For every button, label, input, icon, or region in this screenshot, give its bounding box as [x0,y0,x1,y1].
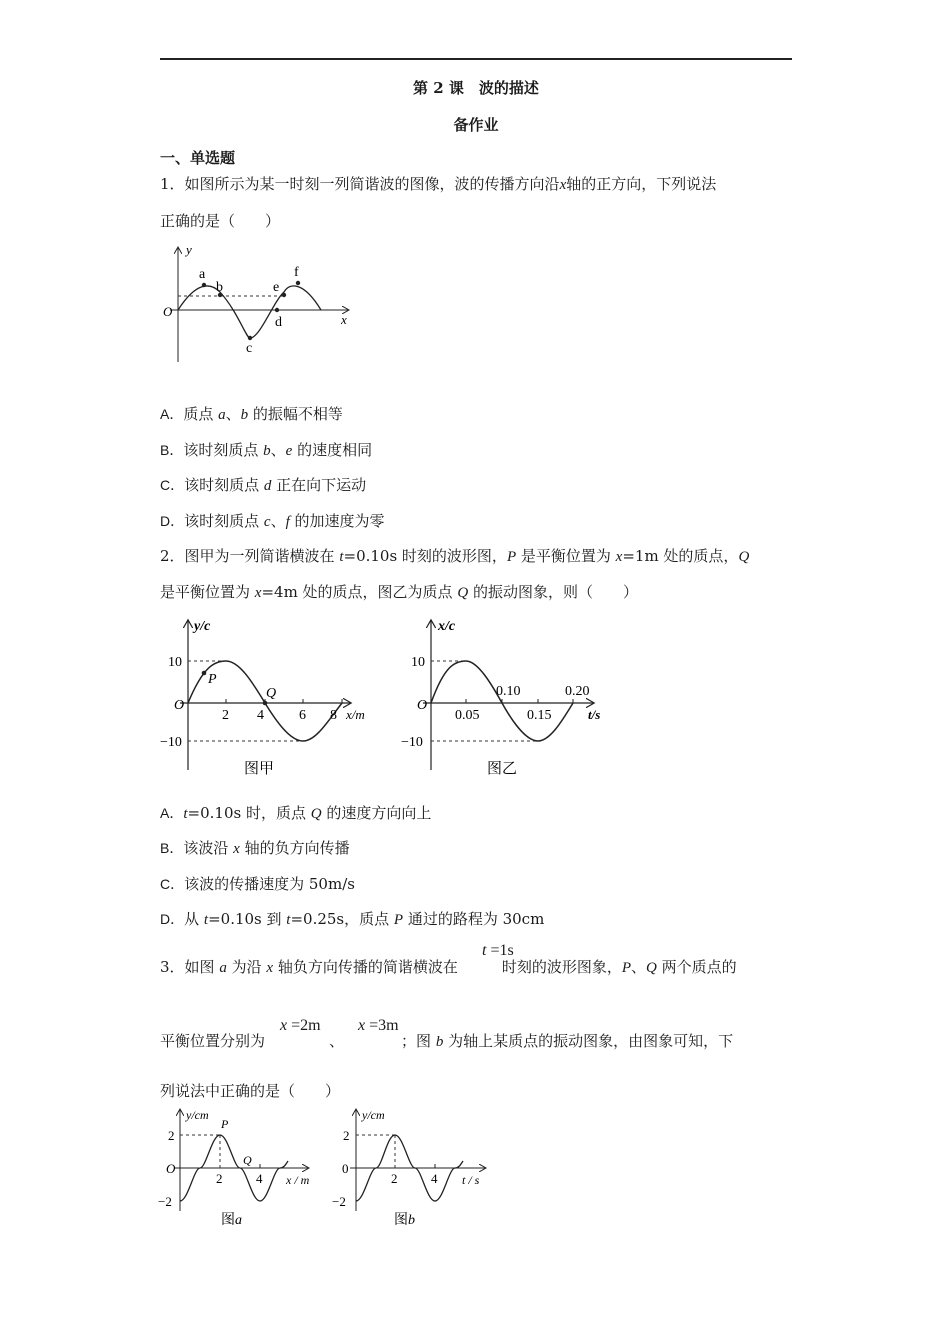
q2-option-a-var-t: t [183,806,188,822]
a-label-Q: Q [243,1153,252,1167]
q2-l1-var-x: x [615,549,623,565]
q3-l1-var-P: P [621,960,632,976]
a-caption-var: a [235,1213,242,1228]
a-caption [221,1212,242,1228]
q1-point-d [275,308,279,312]
q3-number: 3． [160,958,185,976]
q1-option-b-label: B． [160,442,184,458]
q2-graph-yi [398,615,618,785]
q1-option-a-var1: a [218,407,226,423]
q1-stem-line2: 正确的是（ ） [160,212,281,230]
jia-tick-label-6: 6 [299,708,306,723]
jia-caption: 图甲 [244,761,275,777]
q1-option-d-var1: c [263,514,271,530]
q3-graph-b [330,1106,500,1236]
q1-option-a-var2: b [240,407,249,423]
q1-option-d [160,511,385,532]
q1-option-b-tail: 的速度相同 [292,441,373,459]
a-caption-pre: 图 [221,1213,235,1228]
q3-graph-a [158,1106,328,1236]
q1-label-d: d [275,315,282,330]
a-ytop-label: 2 [168,1128,175,1143]
q1-option-b-var2: e [285,443,293,459]
q1-option-d-var2: f [285,514,290,530]
q1-stem-line1 [160,174,716,195]
q2-option-c [160,874,355,894]
q1-label-f: f [294,265,299,280]
q3-eq-t-var: t [482,942,487,959]
q2-option-c-text: 该波的传播速度为 50m/s [184,875,355,893]
a-ylabel: y/cm [186,1108,209,1122]
jia-tick-label-8: 8 [330,708,337,723]
q2-option-d-label: D． [160,911,185,927]
q2-l2-var-Q: Q [457,585,469,601]
q1-axis-x-label: x [341,312,347,327]
q1-wave-curve [178,286,321,338]
q2-graph-jia [158,615,378,785]
q3-l2-c: 为轴上某质点的振动图象，由图象可知，下 [443,1032,734,1050]
q2-option-d-var-t2: t [286,912,291,928]
q1-option-b-text: 该时刻质点 [183,441,264,459]
q1-point-e [282,293,286,297]
yi-tick-label-005: 0.05 [455,708,480,723]
q3-l1-d: 时刻的波形图象， [501,958,622,976]
q1-stem-b: 轴的正方向，下列说法 [566,175,717,193]
yi-tick-label-010: 0.10 [496,684,521,699]
q3-eq-t-value: =1s [486,942,514,959]
q1-option-c-text: 该时刻质点 [184,476,264,494]
q3-l2-sep: 、 [329,1032,345,1050]
b-tick-label-4: 4 [431,1171,438,1186]
q2-option-a-var-Q: Q [310,806,322,822]
jia-point-Q [263,701,268,706]
q1-label-c: c [246,341,253,356]
q1-option-c-tail: 正在向下运动 [271,476,367,494]
q1-option-c-label: C． [160,477,185,493]
q3-l1-a: 如图 [184,958,220,976]
jia-tick-label-4: 4 [257,708,264,723]
q3-equation-x1 [280,1016,321,1036]
a-tick-label-4: 4 [256,1171,263,1186]
jia-tick-label-2: 2 [222,708,229,723]
q3-l2-a: 平衡位置分别为 [160,1032,266,1050]
q2-option-d-var-P: P [393,912,404,928]
q3-eq-x2-value: =3m [365,1017,399,1034]
header-rule [160,58,792,60]
q3-equation-x2 [358,1016,399,1036]
q1-stem-a: 如图所示为某一时刻一列简谐波的图像，波的传播方向沿 [184,175,560,193]
q1-var-x: x [559,177,567,193]
q1-option-b-sep: 、 [270,441,286,459]
a-ybot-label: −2 [158,1194,172,1209]
q3-stem-line1 [160,957,737,978]
yi-caption: 图乙 [487,761,518,777]
q1-number: 1． [160,175,185,193]
subtitle: 备作业 [453,116,499,134]
jia-label-P: P [208,672,217,687]
jia-xlabel: x/m [346,707,365,722]
q3-l1-var-a: a [219,960,227,976]
q2-l2-var-x: x [254,585,262,601]
q2-option-d-tail: 通过的路程为 30cm [403,910,545,928]
jia-ybot-label: −10 [160,735,182,750]
q3-equation-t [482,941,514,961]
q1-option-d-text: 该时刻质点 [184,512,264,530]
a-origin: O [166,1161,176,1176]
section-title: 一、单选题 [160,149,236,167]
jia-ylabel: y/c [194,619,211,634]
q2-l1-c: 是平衡位置为 [516,547,616,565]
q3-eq-x1-var: x [280,1017,288,1034]
q2-l2-a: 是平衡位置为 [160,583,255,601]
q1-option-d-sep: 、 [270,512,286,530]
q3-l1-var-x: x [266,960,274,976]
q3-l1-var-Q: Q [646,960,657,976]
q2-option-b-tail: 轴的负方向传播 [239,839,350,857]
q2-l1-d: =1m 处的质点， [622,547,739,565]
q2-option-a [160,803,431,824]
q1-option-a [160,404,343,425]
yi-ytop-label: 10 [411,655,425,670]
q1-point-a [202,283,206,287]
q3-l2-b: ；图 [401,1032,436,1050]
q2-option-d-var-t1: t [203,912,209,928]
q2-stem-line2 [160,582,638,603]
q2-option-d-b: =0.10s 到 [208,910,287,928]
jia-label-Q: Q [266,686,277,701]
q1-option-a-tail: 的振幅不相等 [248,405,343,423]
b-origin: 0 [342,1161,349,1176]
q2-option-b-label: B． [160,840,184,856]
yi-xlabel: t/s [588,707,601,722]
q2-option-a-tail: 的速度方向向上 [321,804,432,822]
q1-option-a-sep: 、 [225,405,241,423]
q2-option-c-label: C． [160,876,185,892]
q1-point-f [296,281,300,285]
q2-l1-b: =0.10s 时刻的波形图， [343,547,507,565]
q1-option-a-text: 质点 [183,405,219,423]
q3-l1-f: 两个质点的 [656,958,737,976]
yi-origin: O [417,698,428,713]
q3-l2-var-b: b [435,1034,444,1050]
lesson-title: 第 2 课 波的描述 [413,79,539,97]
q2-l1-a: 图甲为一列简谐横波在 [184,547,340,565]
q1-label-b: b [216,280,223,295]
q2-l1-var-t: t [339,549,344,565]
q1-option-c [160,475,366,496]
q3-stem-line2 [160,1031,733,1052]
b-ytop-label: 2 [343,1128,350,1143]
q1-option-d-tail: 的加速度为零 [289,512,385,530]
q3-stem-line3: 列说法中正确的是（ ） [160,1082,341,1100]
q2-l1-var-Q: Q [738,549,750,565]
a-xlabel: x / m [286,1173,310,1187]
q1-label-e: e [273,280,280,295]
jia-ytop-label: 10 [168,655,182,670]
a-label-P: P [221,1117,229,1131]
q2-option-d-c: =0.25s，质点 [290,910,394,928]
q2-option-b-var-x: x [233,841,240,857]
q2-option-a-label: A． [160,805,184,821]
q3-l1-b: 为沿 [226,958,267,976]
q2-stem-line1 [160,546,749,567]
q1-wave-graph [158,242,358,367]
q1-option-c-var1: d [263,478,272,494]
q2-option-d [160,909,544,930]
yi-ybot-label: −10 [401,735,423,750]
yi-ylabel: x/c [438,619,456,634]
q2-l2-b: =4m 处的质点，图乙为质点 [261,583,458,601]
b-caption [394,1212,415,1228]
q1-origin-label: O [163,304,173,319]
q2-l2-c: 的振动图象，则（ ） [468,583,638,601]
b-ybot-label: −2 [332,1194,346,1209]
jia-origin: O [174,698,185,713]
yi-tick-label-020: 0.20 [565,684,590,699]
q3-l1-c: 轴负方向传播的简谐横波在 [273,958,458,976]
b-caption-var: b [408,1213,415,1228]
q3-eq-x1-value: =2m [287,1017,321,1034]
q2-l1-var-P: P [506,549,517,565]
q1-point-c [248,336,252,340]
q1-axis-y-label: y [186,242,192,257]
q2-number: 2． [160,547,185,565]
q2-option-a-text: =0.10s 时，质点 [187,804,311,822]
q1-option-b [160,440,372,461]
q2-option-d-text: 从 [184,910,204,928]
q2-option-b-text: 该波沿 [183,839,234,857]
yi-tick-label-015: 0.15 [527,708,552,723]
jia-point-P [202,671,207,676]
q1-option-a-label: A． [160,406,184,422]
q2-option-b [160,838,350,859]
q3-l1-e: 、 [631,958,647,976]
b-tick-label-2: 2 [391,1171,398,1186]
b-ylabel: y/cm [362,1108,385,1122]
q1-option-b-var1: b [263,443,271,459]
q3-eq-x2-var: x [358,1017,366,1034]
a-tick-label-2: 2 [216,1171,223,1186]
q1-label-a: a [199,267,206,282]
q1-option-d-label: D． [160,513,185,529]
b-caption-pre: 图 [394,1213,408,1228]
b-xlabel: t / s [462,1173,480,1187]
